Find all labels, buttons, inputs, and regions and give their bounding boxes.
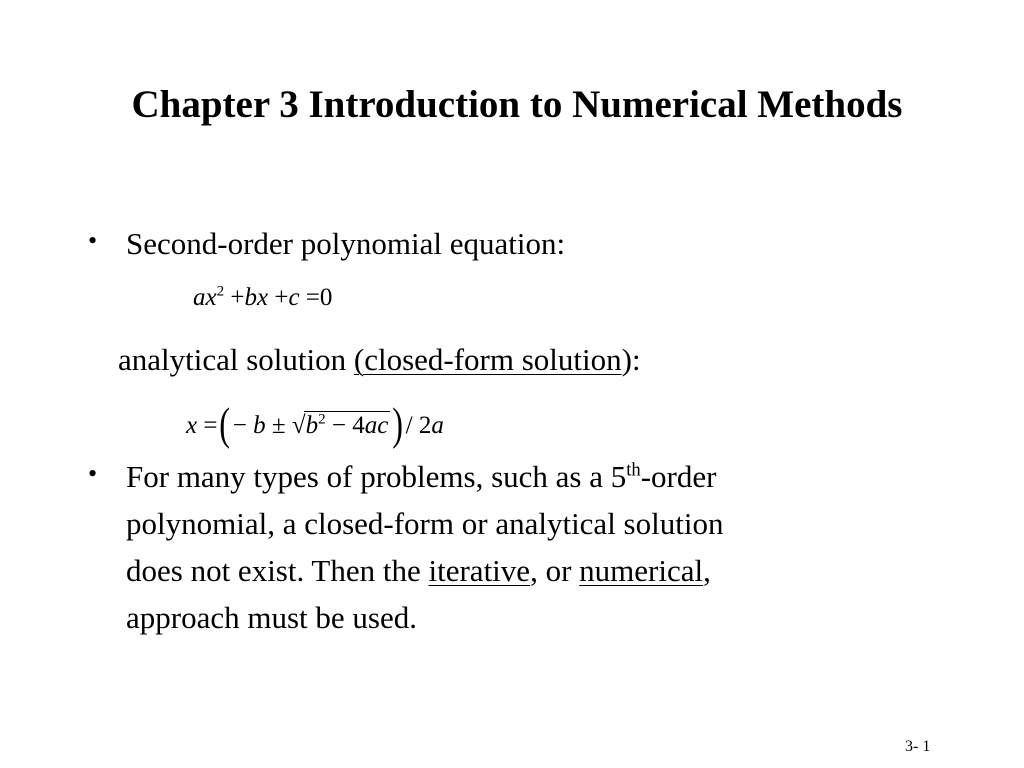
- bullet-1-text: Second-order polynomial equation:: [126, 226, 566, 261]
- iterative-term: iterative: [428, 553, 531, 588]
- analytical-solution-text: analytical solution (closed-form solution):: [118, 342, 641, 377]
- bullet-marker: •: [88, 226, 98, 255]
- bullet-marker: •: [88, 459, 98, 488]
- bullet-2-line-3: does not exist. Then the iterative, or numerical,: [126, 553, 711, 588]
- bullet-2-line-2: polynomial, a closed-form or analytical solution: [126, 506, 724, 541]
- numerical-term: numerical: [579, 553, 704, 588]
- bullet-2-line-1: For many types of problems, such as a 5th-order: [126, 459, 717, 494]
- quadratic-equation: $ax^2 +bx +c =0$: [193, 283, 333, 311]
- quadratic-formula: x =(− $b \pm √b^2 - 4ac)/$ 2a: [186, 398, 444, 449]
- slide-title: Chapter 3 Introduction to Numerical Methods: [131, 83, 903, 126]
- closed-form-link-text: (closed-form solution: [353, 342, 622, 377]
- slide-number: 3- 1: [905, 738, 931, 755]
- bullet-2-line-4: approach must be used.: [126, 600, 417, 635]
